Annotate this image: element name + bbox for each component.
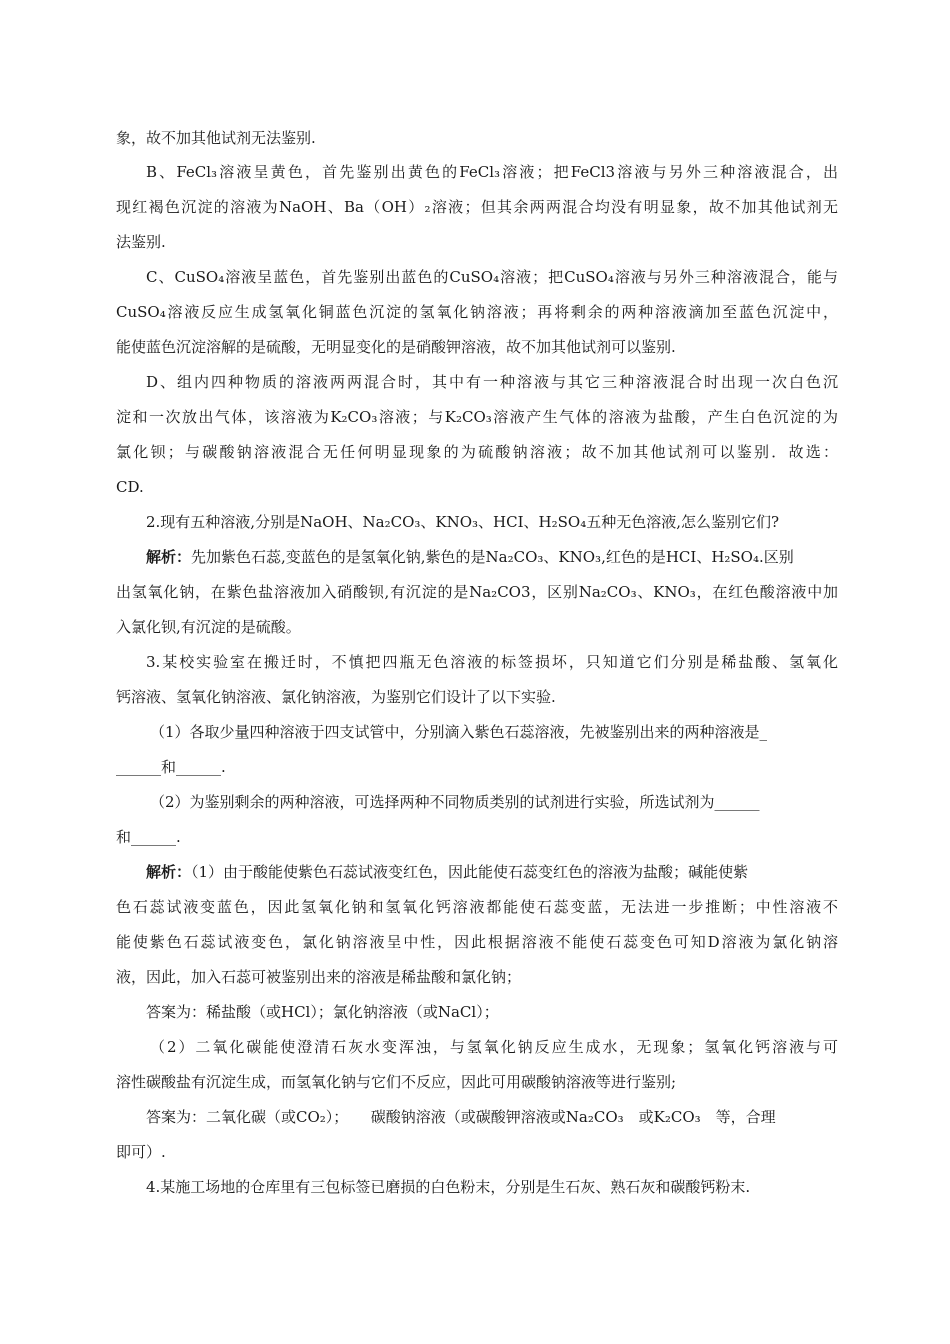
text-line: 氯化钡；与碳酸钠溶液混合无任何明显现象的为硫酸钠溶液；故不加其他试剂可以鉴别．故选： [116,443,838,461]
sub-question-1: （1）各取少量四种溶液于四支试管中，分别滴入紫色石蕊溶液，先被鉴别出来的两种溶液是_ [150,723,768,741]
answer-line: 答案为：二氧化碳（或CO₂）； 碳酸钠溶液（或碳酸钾溶液或Na₂CO₃ 或K₂CO₃ 等，合理 [146,1108,776,1126]
analysis-label: 解析： [146,863,192,881]
sub-question-2: （2）为鉴别剩余的两种溶液，可选择两种不同物质类别的试剂进行实验，所选试剂为______ [150,793,760,811]
text-line: 和______. [116,828,181,846]
text-line: 法鉴别. [116,233,166,251]
text-line: CD. [116,478,144,496]
text-line: （1）由于酸能使紫色石蕊试液变红色，因此能使石蕊变红色的溶液为盐酸；碱能使紫 [191,863,749,881]
text-line: C、CuSO₄溶液呈蓝色，首先鉴别出蓝色的CuSO₄溶液；把CuSO₄溶液与另外三种溶液混合，能与 [146,268,838,286]
text-line: 出氢氧化钠，在紫色盐溶液加入硝酸钡,有沉淀的是Na₂CO3，区别Na₂CO₃、KNO₃，在红色酸溶液中加 [116,583,838,601]
text-line: 现红褐色沉淀的溶液为NaOH、Ba（OH）₂溶液；但其余两两混合均没有明显象，故不加其他试剂无 [116,198,838,216]
analysis-paragraph [146,862,838,882]
text-line: （2）二氧化碳能使澄清石灰水变浑浊，与氢氧化钠反应生成水，无现象；氢氧化钙溶液与可 [150,1038,838,1056]
analysis-paragraph [146,547,838,567]
text-line: ______和______. [116,758,226,776]
text-line: 色石蕊试液变蓝色，因此氢氧化钠和氢氧化钙溶液都能使石蕊变蓝，无法进一步推断；中性溶液不 [116,898,838,916]
text-line: 淀和一次放出气体，该溶液为K₂CO₃溶液；与K₂CO₃溶液产生气体的溶液为盐酸，产生白色沉淀的为 [116,408,838,426]
text-line: 液，因此，加入石蕊可被鉴别出来的溶液是稀盐酸和氯化钠； [116,968,522,986]
text-line: 钙溶液、氢氧化钠溶液、氯化钠溶液，为鉴别它们设计了以下实验. [116,688,556,706]
analysis-label: 解析： [146,548,192,566]
text-line: 溶性碳酸盐有沉淀生成，而氢氧化钠与它们不反应，因此可用碳酸钠溶液等进行鉴别; [116,1073,677,1091]
text-line: 入氯化钡,有沉淀的是硫酸。 [116,618,301,636]
text-line: 象，故不加其他试剂无法鉴别. [116,129,316,147]
text-line: 先加紫色石蕊,变蓝色的是氢氧化钠,紫色的是Na₂CO₃、KNO₃,红色的是HCI、H₂SO₄.区别 [191,548,794,566]
text-line: D、组内四种物质的溶液两两混合时，其中有一种溶液与其它三种溶液混合时出现一次白色沉 [146,373,838,391]
question-3: 3.某校实验室在搬迁时，不慎把四瓶无色溶液的标签损坏，只知道它们分别是稀盐酸、氢氧化 [146,653,838,671]
text-line: B、FeCl₃溶液呈黄色，首先鉴别出黄色的FeCl₃溶液；把FeCl3溶液与另外三种溶液混合，出 [146,163,838,181]
answer-line: 答案为：稀盐酸（或HCl）；氯化钠溶液（或NaCl）； [146,1003,499,1021]
text-line: 即可）. [116,1143,166,1161]
text-line: 能使紫色石蕊试液变色，氯化钠溶液呈中性，因此根据溶液不能使石蕊变色可知D溶液为氯化钠溶 [116,933,838,951]
question-4: 4.某施工场地的仓库里有三包标签已磨损的白色粉末，分别是生石灰、熟石灰和碳酸钙粉末. [146,1178,751,1196]
text-line: 能使蓝色沉淀溶解的是硫酸，无明显变化的是硝酸钾溶液，故不加其他试剂可以鉴别. [116,338,676,356]
question-2: 2.现有五种溶液,分别是NaOH、Na₂CO₃、KNO₃、HCI、H₂SO₄五种无色溶液,怎么鉴别它们? [146,513,780,531]
text-line: CuSO₄溶液反应生成氢氧化铜蓝色沉淀的氢氧化钠溶液；再将剩余的两种溶液滴加至蓝色沉淀中， [116,303,838,321]
